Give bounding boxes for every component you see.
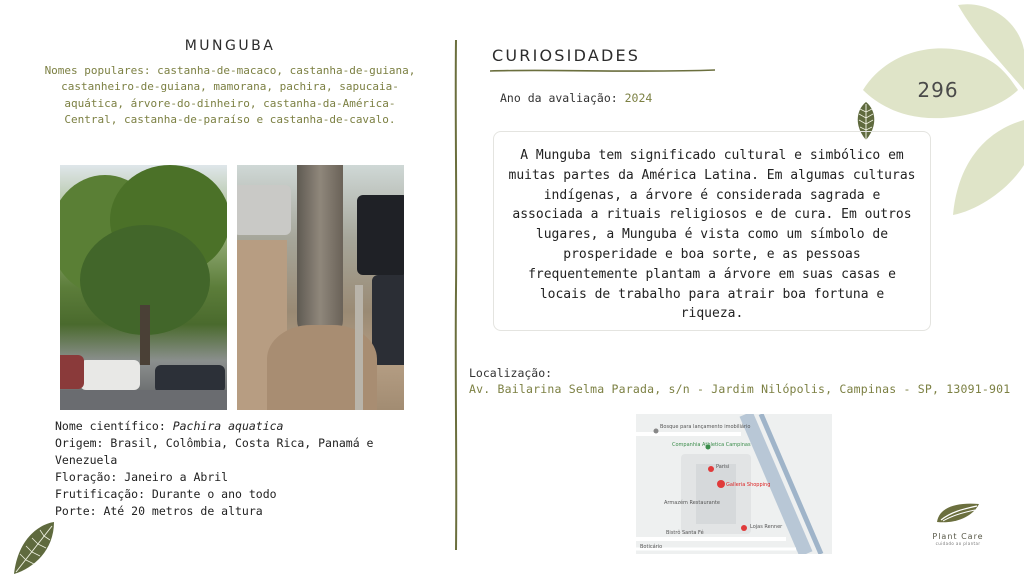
size: Porte: Até 20 metros de altura	[55, 504, 263, 518]
map-label-3: Parisi	[716, 464, 730, 470]
flowering: Floração: Janeiro a Abril	[55, 470, 229, 484]
location-label: Localização:	[469, 366, 553, 380]
curiosities-heading: CURIOSIDADES	[492, 46, 641, 65]
tree-photo	[60, 165, 227, 410]
location-map[interactable]	[636, 414, 832, 554]
popular-names: Nomes populares: castanha-de-macaco, castanha-de-guiana, castanheiro-de-guiana, mamorana, pachira, sapucaia-aquática, árvore-do-dinheiro, castanha-da-América-Central, castanha-de-paraíso e castanha-de-cavalo.	[44, 64, 416, 126]
scientific-name-line	[55, 418, 435, 435]
curiosity-text: A Munguba tem significado cultural e simbólico em muitas partes da América Latina. Em algumas culturas indígenas, a árvore é considerada sagrada e associada a rituais religiosos e de cura. Em outros lugares, a Munguba é vista como um símbolo de prosperidade e boa sorte, e as pessoas frequentemente plantam a árvore em suas casas e locais de trabalho para atrair boa fortuna e riqueza.	[508, 148, 916, 322]
evaluation-year	[500, 91, 652, 105]
logo-tagline: cuidado ao plantar	[935, 541, 981, 546]
map-label-8: Boticário	[640, 544, 663, 550]
map-label-5: Armazém Restaurante	[664, 500, 720, 506]
year-value: 2024	[624, 91, 653, 105]
map-label-1: Bosque para lançamento imobiliário	[660, 424, 751, 430]
scientific-name-label: Nome científico:	[55, 419, 173, 433]
origin: Origem: Brasil, Colômbia, Costa Rica, Panamá e Venezuela	[55, 436, 374, 467]
trunk-photo	[237, 165, 404, 410]
map-label-4: Galleria Shopping	[726, 482, 771, 488]
curiosity-text-box	[493, 131, 931, 331]
map-label-2: Companhia Athletica Campinas	[672, 442, 751, 448]
vertical-divider	[454, 40, 458, 550]
leaf-icon	[10, 520, 58, 576]
logo-leaf-icon	[933, 500, 983, 526]
plant-care-logo	[918, 500, 998, 552]
tree-info	[55, 418, 435, 520]
location-address: Av. Bailarina Selma Parada, s/n - Jardim Nilópolis, Campinas - SP, 13091-901	[469, 382, 1011, 396]
map-label-7: Lojas Renner	[750, 524, 783, 530]
year-label: Ano da avaliação:	[500, 91, 625, 105]
map-label-6: Bistrô Santa Fé	[666, 530, 704, 536]
scientific-name: Pachira aquatica	[172, 419, 284, 433]
tree-name-title: MUNGUBA	[184, 38, 276, 54]
page-number: 296	[917, 78, 959, 102]
logo-name: Plant Care	[932, 532, 984, 541]
fruiting: Frutificação: Durante o ano todo	[55, 487, 277, 501]
heading-underline	[490, 68, 715, 74]
